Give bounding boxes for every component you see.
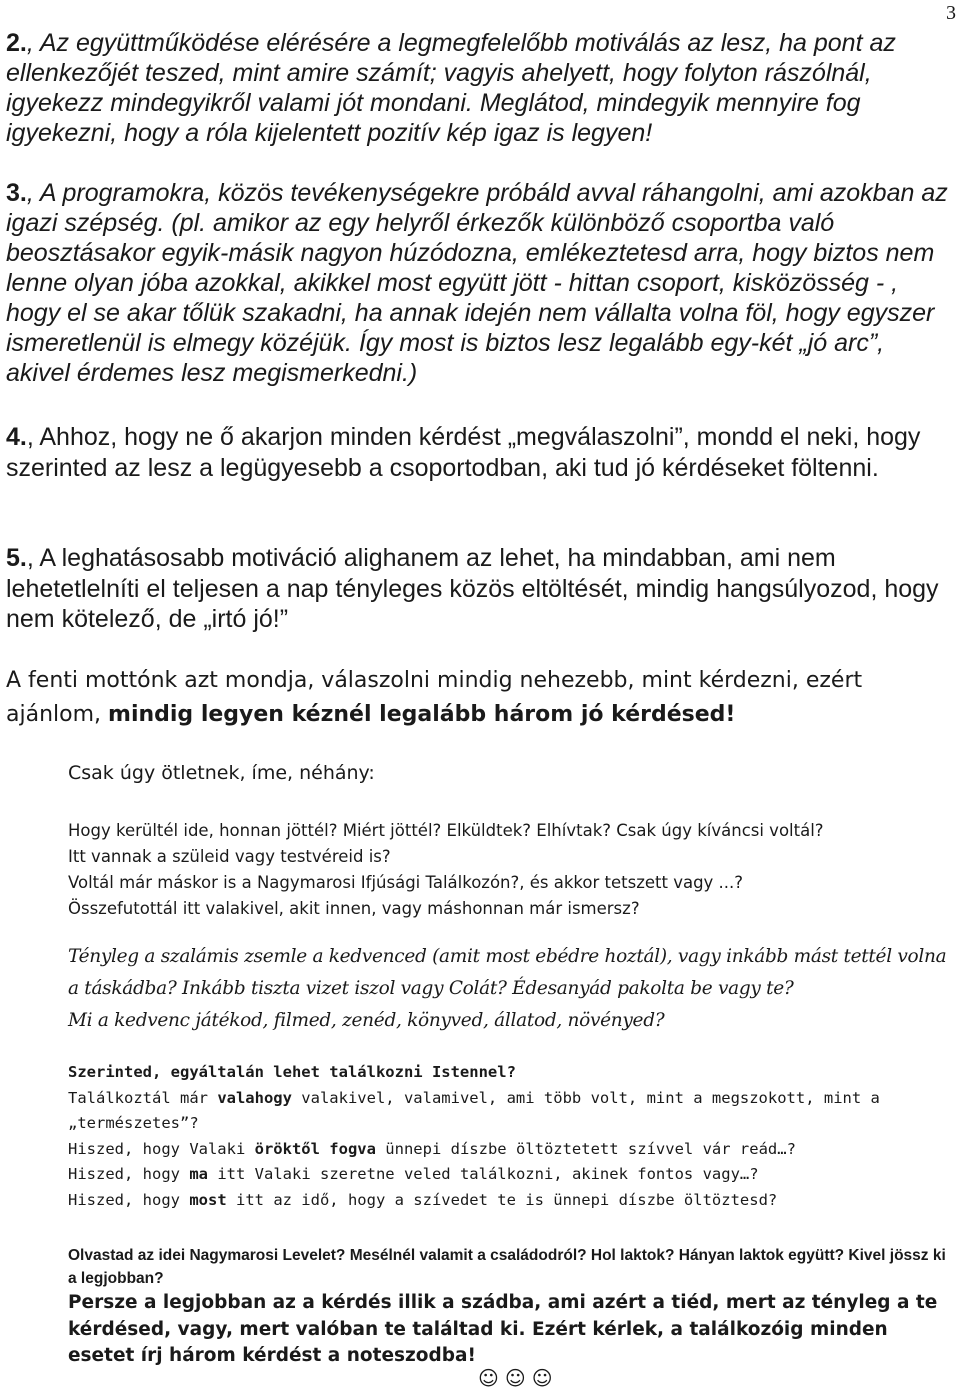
item-3	[6, 178, 950, 388]
list-item: Itt vannak a szüleid vagy testvéreid is?	[68, 847, 391, 866]
question-list-script	[68, 941, 960, 1037]
list-item: Összefutottál itt valakivel, akit innen, vagy máshonnan már ismersz?	[68, 899, 640, 918]
motto-paragraph	[6, 664, 950, 732]
item-3-number: 3.	[6, 179, 27, 207]
list-item: Voltál már máskor is a Nagymarosi Ifjúsági Találkozón?, és akkor tetszett vagy ...?	[68, 873, 744, 892]
question-list-plain	[68, 818, 948, 922]
smiley-icons: ☺☺☺	[478, 1366, 559, 1390]
list-item: Hiszed, hogy ma itt Valaki szeretne veled találkozni, akinek fontos vagy…?	[68, 1165, 759, 1183]
faith-heading: Szerinted, egyáltalán lehet találkozni Istennel?	[68, 1063, 516, 1081]
list-item: Találkoztál már valahogy valakivel, valamivel, ami több volt, mint a megszokott, mint a „természetes”?	[68, 1088, 880, 1132]
page-number: 3	[946, 2, 956, 24]
item-2	[6, 28, 950, 148]
item-3-text: , A programokra, közös tevékenységekre próbáld avval ráhangolni, ami azokban az igazi szépség. (pl. amikor az egy helyről érkezők különböző csoportba való beosztásakor egyik-másik nagyon húzódozna, emlékeztetesd arra, hogy biztos nem lenne olyan jóba azokkal, akikkel most együtt jött - hittan csoport, kisközösség - , hogy el se akar tőlük szakadni, ha annak idején nem vállalta volna föl, hogy egyszer ismeretlenül is elmegy közéjük. Így most is biztos lesz legalább egy-két „jó arc”, akivel érdemes lesz megismerkedni.)	[6, 179, 948, 387]
motto-plain: A fenti mottónk azt mondja, válaszolni mindig nehezebb, mint kérdezni, ezért ajánlom,	[6, 668, 863, 727]
item-5	[6, 543, 950, 635]
item-5-number: 5.	[6, 544, 27, 572]
list-item: Tényleg a szalámis zsemle a kedvenced (amit most ebédre hoztál), vagy inkább mást tettél volna a táskádba? Inkább tiszta vizet iszol vagy Colát? Édesanyád pakolta be vagy te?	[68, 946, 947, 999]
faith-questions	[68, 1060, 948, 1213]
item-2-number: 2.	[6, 29, 27, 57]
ideas-title: Csak úgy ötletnek, íme, néhány:	[68, 762, 375, 784]
item-2-text: , Az együttműködése elérésére a legmegfelelőbb motiválás az lesz, ha pont az ellenkezőjét teszed, mint amire számít; vagyis ahelyett, hogy folyton rászólnál, igyekezz mindegyikről valami jót mondani. Meglátod, mindegyik mennyire fog igyekezni, hogy a róla kijelentett pozitív kép igaz is legyen!	[6, 29, 896, 147]
item-4-text: , Ahhoz, hogy ne ő akarjon minden kérdést „megválaszolni”, mondd el neki, hogy szerinted az lesz a legügyesebb a csoportodban, aki tud jó kérdéseket föltenni.	[6, 423, 921, 482]
item-4-number: 4.	[6, 423, 27, 451]
motto-bold: mindig legyen kéznél legalább három jó kérdésed!	[108, 702, 736, 727]
list-item: Hiszed, hogy most itt az idő, hogy a szívedet te is ünnepi díszbe öltöztesd?	[68, 1190, 778, 1209]
item-5-text: , A leghatásosabb motiváció alighanem az lehet, ha mindabban, ami nem lehetetlelníti el teljesen a nap tényleges közös eltöltését, mindig hangsúlyozod, hogy nem kötelező, de „irtó jó!”	[6, 544, 939, 633]
list-item: Hogy kerültél ide, honnan jöttél? Miért jöttél? Elküldtek? Elhívtak? Csak úgy kíváncsi voltál?	[68, 821, 824, 840]
item-4	[6, 422, 950, 483]
closing-paragraph: Persze a legjobban az a kérdés illik a szádba, ami azért a tiéd, mert az tényleg a te kérdésed, vagy, mert valóban te találtad ki. Ezért kérlek, a találkozóig minden esetet írj három kérdést a noteszodba!	[68, 1292, 938, 1366]
list-item: Hiszed, hogy Valaki öröktől fogva ünnepi díszbe öltöztetett szívvel vár reád…?	[68, 1139, 796, 1158]
list-item: Mi a kedvenc játékod, filmed, zenéd, könyved, állatod, növényed?	[68, 1010, 665, 1031]
bold-questions: Olvastad az idei Nagymarosi Levelet? Mesélnél valamit a családodról? Hol laktok? Hányan laktok együtt? Kivel jössz ki a legjobban?	[68, 1247, 946, 1287]
